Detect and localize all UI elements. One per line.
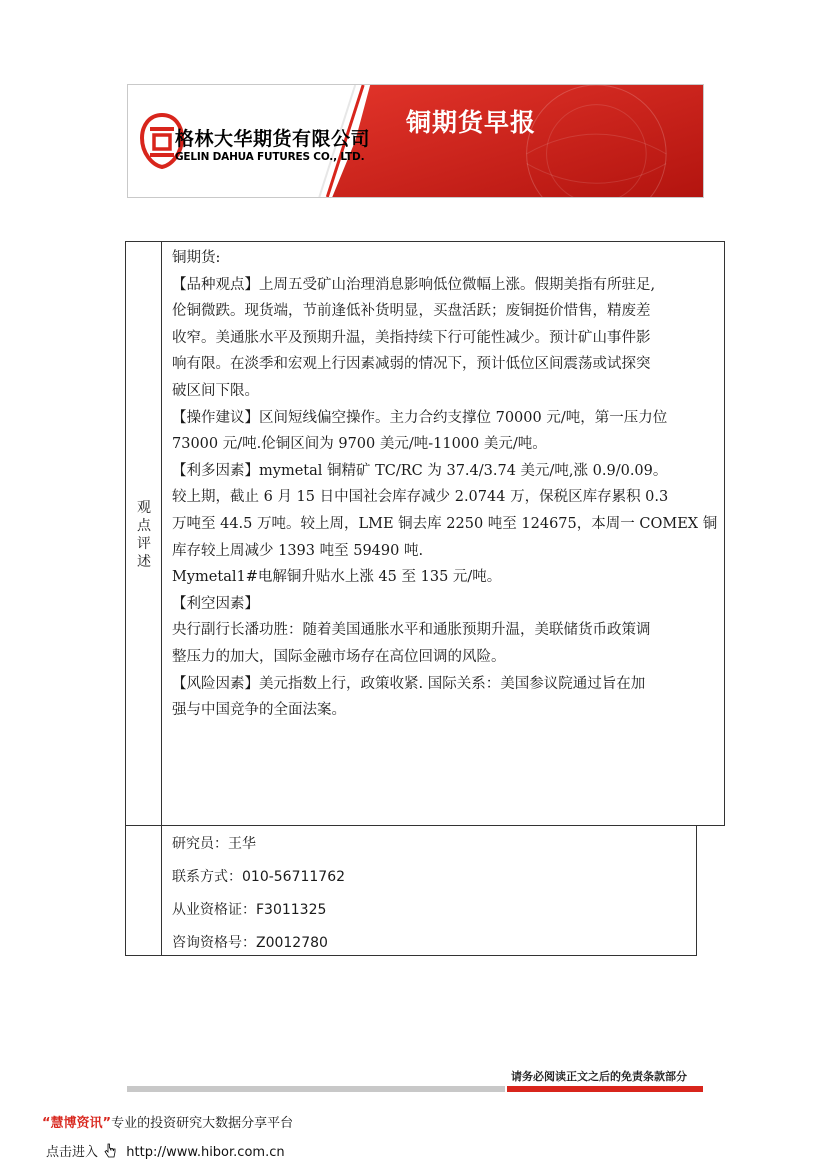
commentary-line: 央行副行长潘功胜：随着美国通胀水平和通胀预期升温，美联储货币政策调 bbox=[172, 622, 651, 639]
promo-line bbox=[42, 1112, 293, 1131]
section-label-cell bbox=[126, 242, 162, 825]
report-banner bbox=[127, 84, 704, 198]
company-name-en: GELIN DAHUA FUTURES CO., LTD. bbox=[175, 151, 365, 163]
commentary-line: 库存较上周减少 1393 吨至 59490 吨. bbox=[172, 542, 424, 559]
commentary-table bbox=[125, 241, 725, 826]
commentary-line: 73000 元/吨.伦铜区间为 9700 美元/吨-11000 美元/吨。 bbox=[172, 436, 547, 453]
disclaimer-note: 请务必阅读正文之后的免责条款部分 bbox=[511, 1070, 687, 1083]
commentary-line: 【操作建议】区间短线偏空操作。主力合约支撑位 70000 元/吨，第一压力位 bbox=[172, 409, 668, 426]
commentary-line: 铜期货: bbox=[172, 250, 221, 266]
contact-info bbox=[172, 828, 345, 960]
commentary-line: 万吨至 44.5 万吨。较上周，LME 铜去库 2250 吨至 124675，本周一 COMEX 铜 bbox=[172, 515, 718, 532]
researcher-name: 研究员：王华 bbox=[172, 836, 256, 852]
footer-divider-grey bbox=[127, 1086, 505, 1092]
site-link[interactable]: http://www.hibor.com.cn bbox=[126, 1145, 285, 1160]
commentary-line: 【利空因素】 bbox=[172, 595, 259, 612]
commentary-line: 【风险因素】美元指数上行，政策收紧. 国际关系：美国参议院通过旨在加 bbox=[172, 675, 646, 692]
consult-license: 咨询资格号：Z0012780 bbox=[172, 935, 328, 951]
footer-divider-red bbox=[507, 1086, 703, 1092]
commentary-content bbox=[162, 242, 724, 825]
report-title: 铜期货早报 bbox=[406, 108, 537, 137]
promo-text: 专业的投资研究大数据分享平台 bbox=[111, 1116, 294, 1131]
commentary-line: Mymetal1#电解铜升贴水上涨 45 至 135 元/吨。 bbox=[172, 569, 502, 586]
link-prefix: 点击进入 bbox=[46, 1145, 99, 1160]
commentary-line: 收窄。美通胀水平及预期升温，美指持续下行可能性减少。预计矿山事件影 bbox=[172, 329, 651, 346]
contact-table bbox=[125, 826, 697, 956]
company-name-cn: 格林大华期货有限公司 bbox=[175, 128, 371, 150]
contact-phone: 联系方式：010-56711762 bbox=[172, 869, 346, 885]
commentary-text bbox=[172, 245, 722, 724]
site-link-line bbox=[46, 1141, 285, 1160]
hand-cursor-icon bbox=[104, 1143, 116, 1159]
commentary-line: 破区间下限。 bbox=[172, 382, 259, 399]
commentary-line: 响有限。在淡季和宏观上行因素减弱的情况下，预计低位区间震荡或试探突 bbox=[172, 356, 651, 373]
contact-label-cell bbox=[126, 826, 162, 955]
commentary-line: 强与中国竞争的全面法案。 bbox=[172, 702, 346, 719]
section-label: 观点评述 bbox=[137, 500, 151, 570]
commentary-line: 较上期，截止 6 月 15 日中国社会库存减少 2.0744 万，保税区库存累积 0.3 bbox=[172, 489, 669, 506]
commentary-line: 整压力的加大，国际金融市场存在高位回调的风险。 bbox=[172, 648, 506, 665]
practice-license: 从业资格证：F3011325 bbox=[172, 902, 327, 918]
commentary-line: 【利多因素】mymetal 铜精矿 TC/RC 为 37.4/3.74 美元/吨,涨 0.9/0.09。 bbox=[172, 462, 668, 479]
promo-brand: “慧博资讯” bbox=[42, 1116, 112, 1131]
commentary-line: 伦铜微跌。现货端，节前逢低补货明显，买盘活跃；废铜挺价惜售，精废差 bbox=[172, 303, 651, 320]
commentary-line: 【品种观点】上周五受矿山治理消息影响低位微幅上涨。假期美指有所驻足, bbox=[172, 276, 656, 293]
